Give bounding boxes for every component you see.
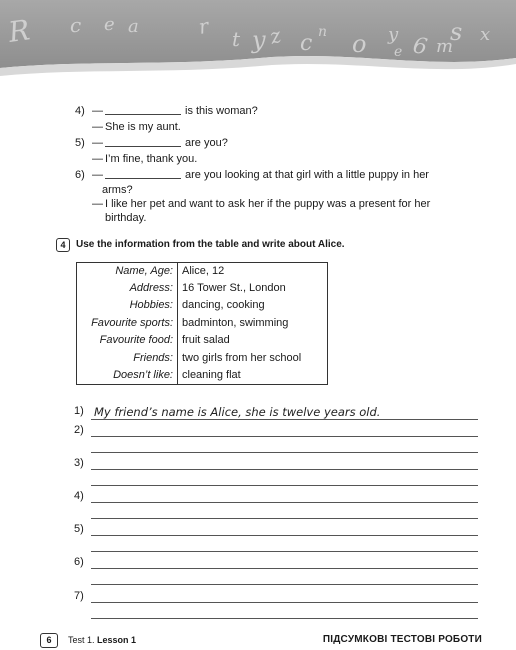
dialogue-text: I like her pet and want to ask her if the puppy was a present for her	[105, 198, 431, 210]
banner-letter: o	[352, 30, 367, 58]
table-row	[77, 367, 328, 384]
table-row	[77, 315, 328, 332]
banner-letter: 6	[410, 33, 430, 61]
row-value: fruit salad	[182, 334, 230, 347]
dialogue-line	[75, 120, 475, 134]
row-value: 16 Tower St., London	[182, 282, 286, 295]
dialogue-line	[75, 183, 475, 197]
row-value: cleaning flat	[182, 368, 241, 381]
item-number: 6)	[75, 169, 85, 181]
dialogue-text: I’m fine, thank you.	[105, 153, 198, 165]
line-number: 1)	[74, 405, 84, 417]
writing-line[interactable]	[91, 485, 478, 486]
banner-letter: t	[232, 27, 241, 51]
banner-letter: s	[450, 18, 463, 46]
dialogue-text: birthday.	[105, 212, 147, 224]
row-value: two girls from her school	[182, 351, 302, 364]
line-number: 4)	[74, 490, 84, 502]
table-row	[77, 297, 328, 314]
dialogue-line	[75, 211, 475, 225]
dialogue-line	[75, 136, 475, 150]
footer-test: Test 1.	[68, 635, 95, 645]
row-label: Name, Age:	[77, 263, 178, 280]
dialogue-text: She is my aunt.	[105, 121, 181, 133]
writing-line[interactable]	[91, 469, 478, 470]
banner-letter: n	[318, 24, 328, 40]
banner-letter: R	[6, 13, 32, 49]
line-number: 6)	[74, 556, 84, 568]
writing-line[interactable]	[91, 436, 478, 437]
writing-line[interactable]	[91, 518, 478, 519]
item-number: 4)	[75, 105, 85, 117]
writing-line[interactable]	[91, 568, 478, 569]
dialogue-line	[75, 104, 475, 118]
answer-blank[interactable]	[105, 168, 181, 179]
example-answer: My friend’s name is Alice, she is twelve years old.	[94, 405, 381, 419]
writing-line[interactable]	[91, 502, 478, 503]
footer-lesson-label: Lesson 1	[97, 635, 137, 645]
banner-letter: c	[70, 13, 82, 37]
dialogue-line	[75, 168, 485, 182]
row-label: Hobbies:	[77, 297, 178, 314]
banner-letter: y	[388, 24, 399, 45]
item-number: 5)	[75, 137, 85, 149]
banner-letter: e	[104, 14, 115, 35]
writing-line[interactable]	[91, 551, 478, 552]
writing-line[interactable]	[91, 535, 478, 536]
line-number: 7)	[74, 590, 84, 602]
row-label: Friends:	[77, 349, 178, 366]
row-label: Address:	[77, 280, 178, 297]
header-banner	[0, 0, 516, 78]
dialogue-text: arms?	[102, 184, 133, 196]
writing-line[interactable]	[91, 618, 478, 619]
footer-lesson	[68, 635, 136, 645]
alice-info-table	[76, 262, 328, 385]
dash: —	[92, 105, 103, 117]
dash: —	[92, 153, 103, 165]
dialogue-text: are you looking at that girl with a little puppy in her	[185, 169, 429, 181]
banner-letter: y	[252, 26, 266, 54]
row-value: Alice, 12	[182, 264, 225, 277]
banner-letter: m	[436, 36, 454, 57]
writing-line[interactable]	[91, 452, 478, 453]
row-label: Favourite sports:	[77, 315, 178, 332]
dialogue-line	[75, 152, 475, 166]
dash: —	[92, 121, 103, 133]
dialogue-line	[75, 197, 485, 211]
dialogue-text: is this woman?	[185, 105, 258, 117]
dash: —	[92, 137, 103, 149]
task-number-badge: 4	[56, 238, 70, 252]
row-label: Doesn’t like:	[77, 367, 178, 384]
writing-line[interactable]	[91, 602, 478, 603]
table-row	[77, 332, 328, 349]
banner-letter: x	[480, 24, 491, 45]
row-value: dancing, cooking	[182, 299, 265, 312]
banner-letter: r	[196, 13, 211, 39]
table-row	[77, 263, 328, 280]
writing-line[interactable]	[91, 419, 478, 420]
dialogue-text: are you?	[185, 137, 228, 149]
banner-letter: e	[394, 44, 403, 60]
dash: —	[92, 169, 103, 181]
answer-blank[interactable]	[105, 136, 181, 147]
page-number: 6	[40, 633, 58, 648]
dash: —	[92, 198, 103, 210]
footer-section-title: ПІДСУМКОВІ ТЕСТОВІ РОБОТИ	[322, 634, 482, 645]
row-value: badminton, swimming	[182, 316, 289, 329]
line-number: 2)	[74, 424, 84, 436]
banner-letter: z	[267, 22, 284, 49]
task-instruction: Use the information from the table and write about Alice.	[76, 239, 345, 250]
line-number: 5)	[74, 523, 84, 535]
table-row	[77, 349, 328, 366]
answer-blank[interactable]	[105, 104, 181, 115]
row-label: Favourite food:	[77, 332, 178, 349]
table-row	[77, 280, 328, 297]
banner-letter: a	[128, 16, 139, 37]
writing-line[interactable]	[91, 584, 478, 585]
banner-letter: c	[300, 31, 313, 56]
line-number: 3)	[74, 457, 84, 469]
